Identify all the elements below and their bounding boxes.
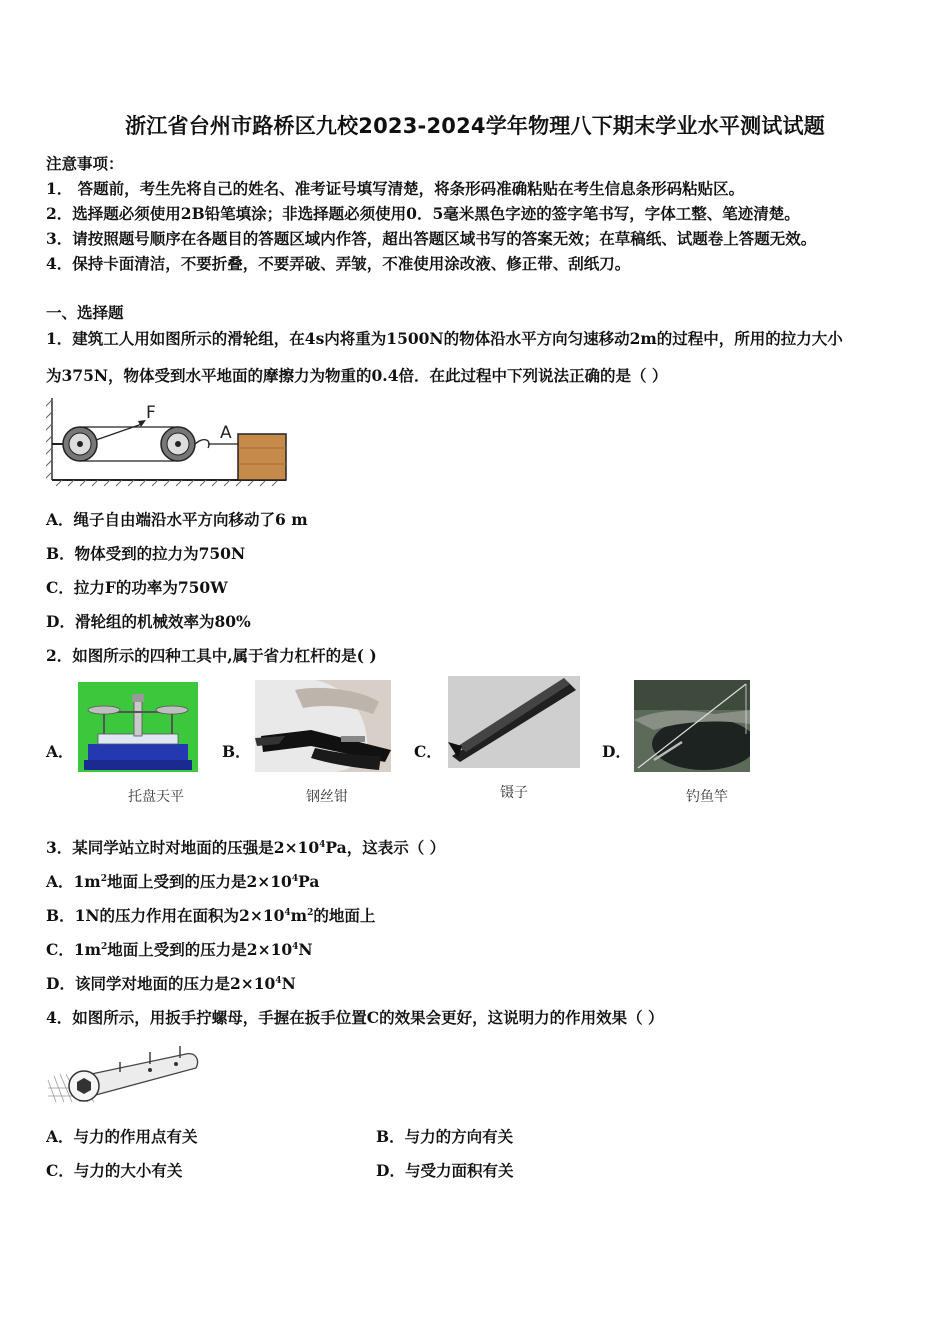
q3-option-a: A．$1m^2$地面上受到的压力是$2\times 10^4Pa$: [46, 872, 320, 891]
notice-item: 2．选择题必须使用2B铅笔填涂；非选择题必须使用0．5毫米黑色字迹的签字笔书写，字体工整、笔迹清楚。: [46, 204, 800, 223]
fishing-rod-image: [634, 680, 750, 772]
q2-option-c-letter: C．: [414, 742, 442, 761]
notice-item: 4．保持卡面清洁，不要折叠，不要弄破、弄皱，不准使用涂改液、修正带、刮纸刀。: [46, 254, 631, 273]
q4-option-a: A．与力的作用点有关: [46, 1127, 198, 1146]
q1-stem-line1: 1．建筑工人用如图所示的滑轮组，在4s内将重为1500N的物体沿水平方向匀速移动2m的过程中，所用的拉力大小: [46, 329, 843, 348]
q2-option-b-letter: B．: [222, 742, 251, 761]
wrench-figure: [46, 1040, 200, 1108]
section-heading: 一、选择题: [46, 303, 124, 322]
notice-heading: 注意事项：: [46, 154, 124, 173]
q1-option-d: D．滑轮组的机械效率为80%: [46, 612, 251, 631]
q2-stem: 2．如图所示的四种工具中,属于省力杠杆的是( ): [46, 646, 377, 665]
q1-option-c: C．拉力F的功率为750W: [46, 578, 228, 597]
q3-option-b: B．1N的压力作用在面积为$2\times 10^4m^2$的地面上: [46, 906, 376, 925]
notice-item: 1． 答题前，考生先将自己的姓名、准考证号填写清楚，将条形码准确粘贴在考生信息条形码粘贴区。: [46, 179, 745, 198]
q3-option-d: D．该同学对地面的压力是$2\times 10^4N$: [46, 974, 296, 993]
q4-option-b: B．与力的方向有关: [376, 1127, 514, 1146]
q3-stem: 3．某同学站立时对地面的压强是$2\times 10^4Pa$，这表示（ ）: [46, 838, 446, 857]
tweezers-image: [448, 676, 580, 768]
q2-caption-b: 钢丝钳: [306, 789, 348, 805]
q2-option-a-letter: A．: [46, 742, 74, 761]
fig-label-f: F: [146, 403, 156, 423]
q1-option-a: A．绳子自由端沿水平方向移动了6 m: [46, 510, 308, 529]
q1-option-b: B．物体受到的拉力为750N: [46, 544, 246, 563]
q1-stem-line2: 为375N，物体受到水平地面的摩擦力为物重的0.4倍．在此过程中下列说法正确的是（ ）: [46, 366, 668, 385]
pulley-figure: [46, 396, 288, 488]
q2-caption-a: 托盘天平: [128, 789, 184, 805]
notice-item: 3．请按照题号顺序在各题目的答题区域内作答，超出答题区域书写的答案无效；在草稿纸、试题卷上答题无效。: [46, 229, 817, 248]
q4-option-d: D．与受力面积有关: [376, 1161, 514, 1180]
balance-scale-image: [78, 682, 198, 772]
q2-caption-c: 镊子: [500, 785, 528, 801]
q2-option-d-letter: D．: [602, 742, 631, 761]
pliers-image: [255, 680, 391, 772]
page-title: 浙江省台州市路桥区九校2023-2024学年物理八下期末学业水平测试试题: [125, 114, 825, 138]
q3-option-c: C．$1m^2$地面上受到的压力是$2\times 10^4N$: [46, 940, 313, 959]
q2-caption-d: 钓鱼竿: [686, 789, 728, 805]
fig-label-a: A: [220, 423, 232, 443]
q4-stem: 4．如图所示，用扳手拧螺母，手握在扳手位置C的效果会更好，这说明力的作用效果（ ）: [46, 1008, 664, 1027]
q4-option-c: C．与力的大小有关: [46, 1161, 183, 1180]
